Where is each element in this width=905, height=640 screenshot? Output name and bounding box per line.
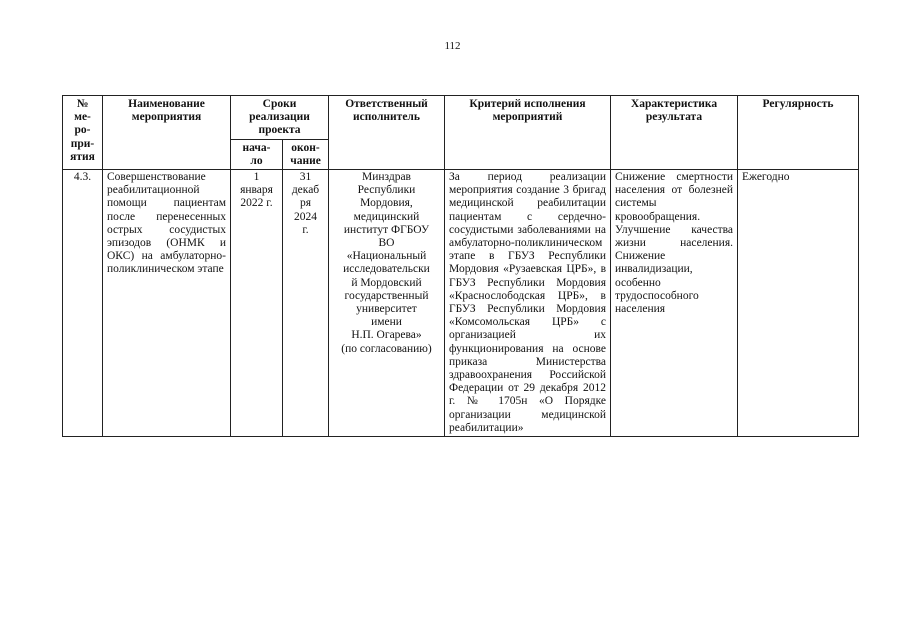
row-criterion: За период реализации мероприятия создание 3 бригад медицинской реабилитации пациентам с сердечно-сосудистыми заболеваниями на амбулаторно-поликлиническом этапе в ГБУЗ Республики Мордовия «Рузаевская ЦРБ», в ГБУЗ Республики Мордовия «Краснослободская ЦРБ», в ГБУЗ Республики Мордовия «Комсомольская ЦРБ» с организацией их функционирования на основе приказа Министерства здравоохранения Российской Федерации от 29 декабря 2012 г. № 1705н «О Порядке организации медицинской реабилитации» <box>445 170 611 437</box>
header-result: Характеристика результата <box>611 96 738 170</box>
header-end: окон- чание <box>283 139 329 169</box>
row-regularity: Ежегодно <box>738 170 859 437</box>
row-executor: Минздрав Республики Мордовия, медицинский институт ФГБОУ ВО «Национальный исследовательски й Мордовский государственный университет имени Н.П. Огарева» (по согласованию) <box>329 170 445 437</box>
measures-table <box>62 95 859 437</box>
row-end: 31 декаб ря 2024 г. <box>283 170 329 437</box>
header-executor: Ответственный исполнитель <box>329 96 445 170</box>
row-name: Совершенствование реабилитационной помощи пациентам после перенесенных острых сосудистых эпизодов (ОНМК и ОКС) на амбулаторно-поликлиническом этапе <box>103 170 231 437</box>
row-result: Снижение смертности населения от болезней системы кровообращения. Улучшение качества жизни населения. Снижение инвалидизации, особенно трудоспособного населения <box>611 170 738 437</box>
page-number: 112 <box>444 40 461 52</box>
header-start: нача- ло <box>231 139 283 169</box>
table-header-row <box>63 96 859 140</box>
header-criterion: Критерий исполнения мероприятий <box>445 96 611 170</box>
row-number: 4.3. <box>63 170 103 437</box>
header-terms: Сроки реализации проекта <box>231 96 329 140</box>
header-regularity: Регулярность <box>738 96 859 170</box>
table-row <box>63 170 859 437</box>
header-number: № ме- ро- при- ятия <box>63 96 103 170</box>
header-name: Наименование мероприятия <box>103 96 231 170</box>
row-start: 1 января 2022 г. <box>231 170 283 437</box>
